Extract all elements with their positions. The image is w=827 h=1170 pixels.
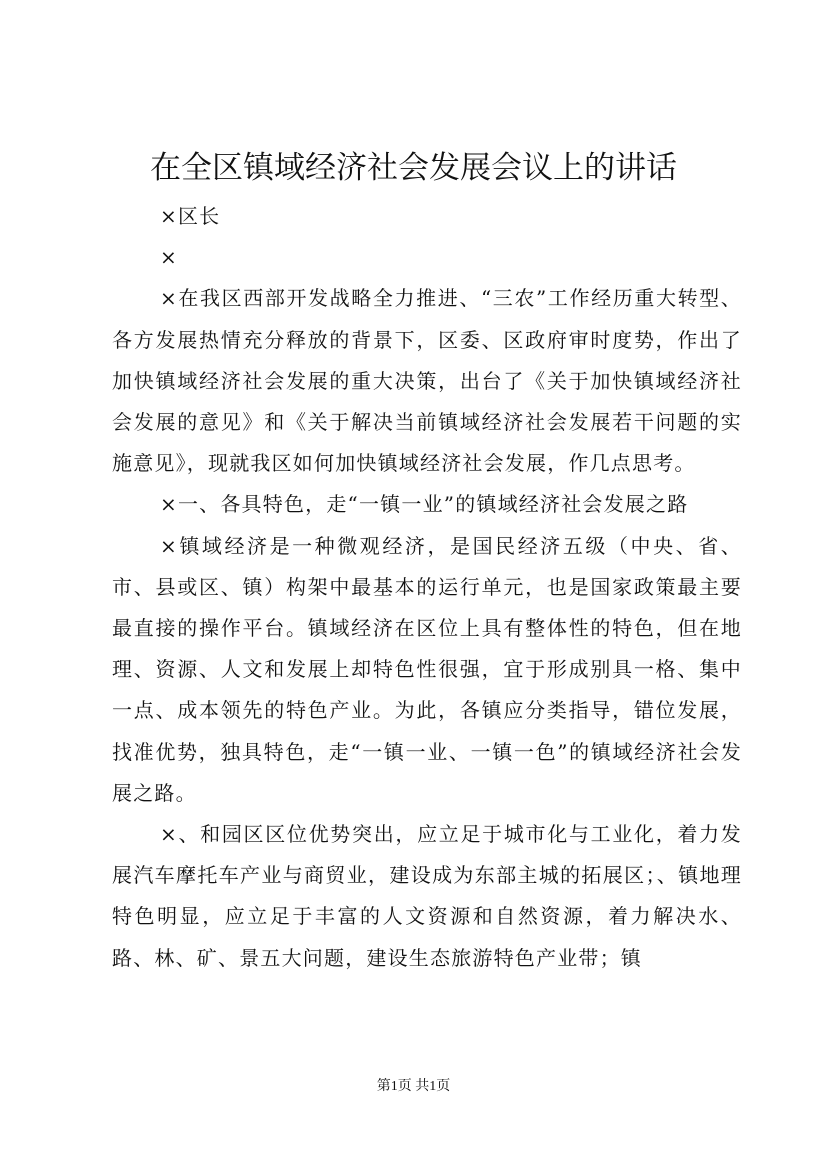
section-heading-one: ×一、各具特色，走“一镇一业”的镇域经济社会发展之路	[160, 492, 689, 517]
document-body	[112, 196, 742, 979]
paragraph-town-economy: ×镇域经济是一种微观经济，是国民经济五级（中央、省、市、县或区、镇）构架中最基本的运行单元，也是国家政策最主要最直接的操作平台。镇域经济在区位上具有整体性的特色，但在地理、资源、人文和发展上却特色性很强，宜于形成别具一格、集中一点、成本领先的特色产业。为此，各镇应分类指导，错位发展，找准优势，独具特色，走“一镇一业、一镇一色”的镇域经济社会发展之路。	[112, 533, 742, 805]
page-footer: 第1页 共1页	[376, 1079, 451, 1094]
paragraph-districts: ×、和园区区位优势突出，应立足于城市化与工业化，着力发展汽车摩托车产业与商贸业，建设成为东部主城的拓展区；、镇地理特色明显，应立足于丰富的人文资源和自然资源，着力解决水、路、林、矿、景五大问题，建设生态旅游特色产业带；镇	[112, 822, 742, 970]
paragraph-intro: ×在我区西部开发战略全力推进、“三农”工作经历重大转型、各方发展热情充分释放的背景下，区委、区政府审时度势，作出了加快镇域经济社会发展的重大决策，出台了《关于加快镇域经济社会发展的意见》和《关于解决当前镇域经济社会发展若干问题的实施意见》，现就我区如何加快镇域经济社会发展，作几点思考。	[112, 286, 742, 476]
document-title: 在全区镇域经济社会发展会议上的讲话	[150, 150, 677, 186]
speaker-line: ×区长	[160, 204, 221, 228]
salutation-line: ×	[160, 245, 178, 270]
